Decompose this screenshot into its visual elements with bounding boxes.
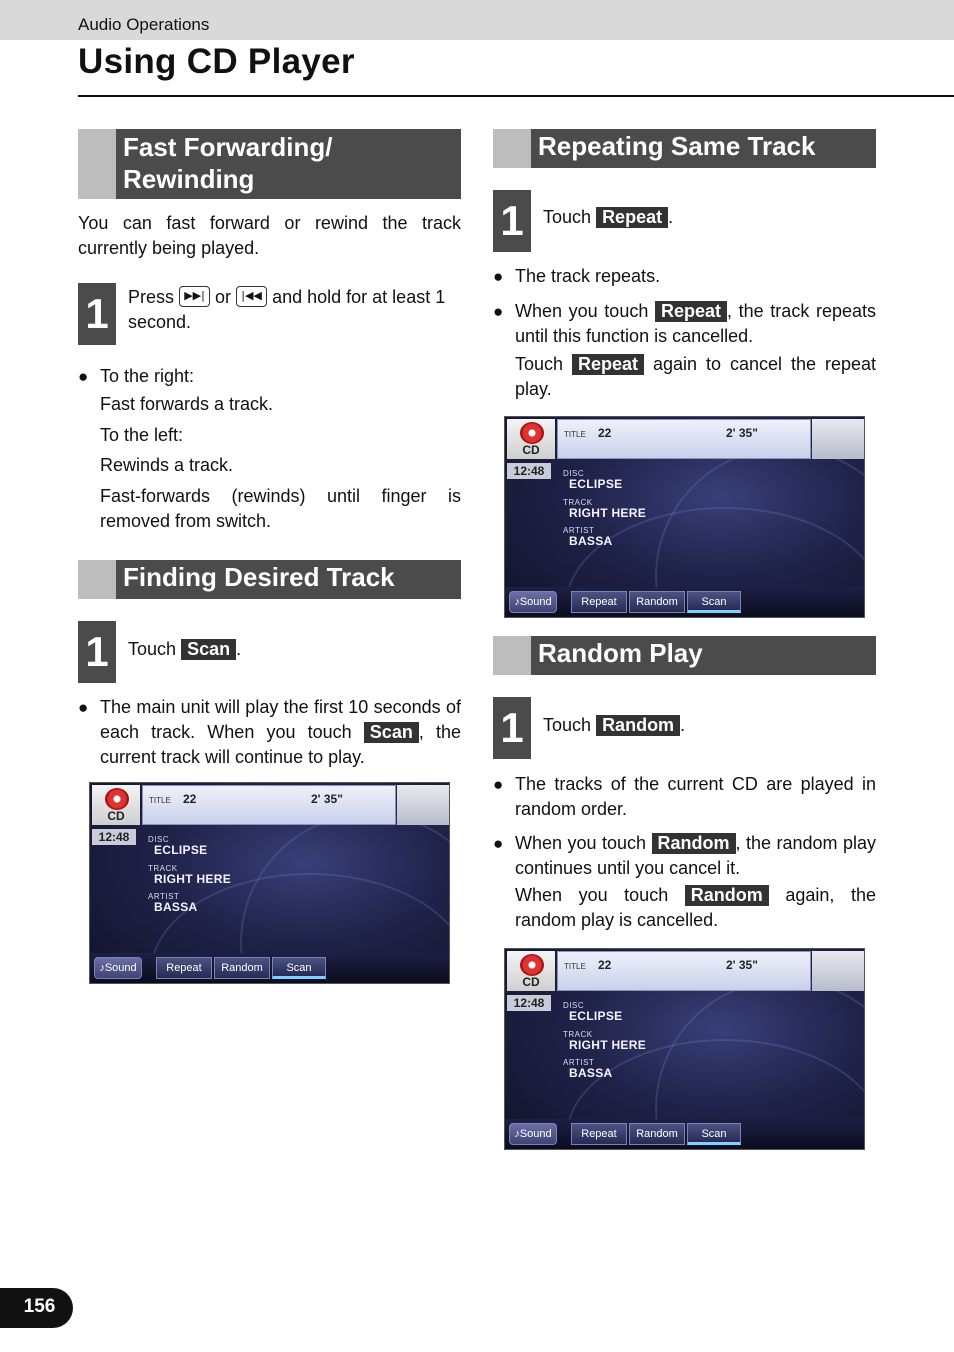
ff-hold-note: Fast-forwards (rewinds) until finger is removed from switch. — [100, 486, 461, 531]
ff-intro: You can fast forward or rewind the track currently being played. — [78, 213, 461, 258]
scan-button-label: Scan — [181, 639, 236, 660]
page-number: 156 — [0, 1288, 73, 1328]
section-heading-fast-forward — [78, 129, 461, 199]
repeat-button-label: Repeat — [596, 207, 668, 228]
cd-source-badge: CD — [507, 419, 555, 459]
repeat-step-text: Touch Repeat . — [543, 207, 674, 227]
repeat-bullet-1: The track repeats. — [515, 266, 661, 286]
skip-forward-icon: ▶▶| — [179, 286, 210, 307]
bullet-icon — [493, 264, 501, 289]
ff-right-label: To the right: — [100, 366, 195, 386]
random-button[interactable]: Random — [214, 957, 270, 979]
cd-disc-icon — [520, 422, 544, 444]
ff-left-label: To the left: — [100, 425, 184, 445]
head-unit-screenshot: CD TITLE 22 2' 35" 12:48 DISC ECLIPSE TRACK RIGHT HERE ARTIST BASSA ♪Sound Repeat Random Scan — [504, 948, 865, 1150]
ff-right-desc: Fast forwards a track. — [100, 394, 274, 414]
sound-button[interactable]: ♪Sound — [509, 591, 557, 613]
cd-source-badge: CD — [92, 785, 140, 825]
step-number: 1 — [493, 697, 531, 759]
cd-source-badge: CD — [507, 951, 555, 991]
random-button-label: Random — [596, 715, 680, 736]
random-button[interactable]: Random — [629, 591, 685, 613]
scan-button[interactable]: Scan — [272, 957, 326, 979]
random-step-text: Touch Random . — [543, 715, 686, 735]
title-rule — [78, 95, 954, 97]
step-number: 1 — [78, 621, 116, 683]
bullet-icon — [493, 299, 501, 324]
repeat-button[interactable]: Repeat — [156, 957, 212, 979]
bullet-icon — [78, 364, 86, 389]
scan-button[interactable]: Scan — [687, 1123, 741, 1145]
bullet-icon — [78, 695, 86, 720]
title-bar: TITLE 22 2' 35" — [142, 785, 396, 825]
sound-button[interactable]: ♪Sound — [509, 1123, 557, 1145]
sound-button[interactable]: ♪Sound — [94, 957, 142, 979]
heading-repeat: Repeating Same Track — [538, 131, 816, 161]
clock: 12:48 — [507, 995, 551, 1011]
random-button[interactable]: Random — [629, 1123, 685, 1145]
section-heading-random — [493, 636, 876, 675]
scan-button[interactable]: Scan — [687, 591, 741, 613]
repeat-button[interactable]: Repeat — [571, 591, 627, 613]
cd-disc-icon — [105, 788, 129, 810]
clock: 12:48 — [92, 829, 136, 845]
title-bar: TITLE 22 2' 35" — [557, 419, 811, 459]
ff-left-desc: Rewinds a track. — [100, 455, 234, 475]
top-band — [0, 0, 954, 40]
head-unit-screenshot: CD TITLE 22 2' 35" 12:48 DISC ECLIPSE TRACK RIGHT HERE ARTIST BASSA ♪Sound Repeat Random Scan — [89, 782, 450, 984]
section-label: Audio Operations — [78, 15, 210, 34]
clock: 12:48 — [507, 463, 551, 479]
repeat-cancel: Touch Repeat again to cancel the repeat play. — [515, 354, 876, 399]
random-cancel: When you touch Random again, the random play is cancelled. — [515, 885, 876, 930]
scan-bullet: The main unit will play the first 10 seconds of each track. When you touch Scan , the current track will continue to play. — [100, 697, 461, 767]
step-number: 1 — [493, 190, 531, 252]
bullet-icon — [493, 772, 501, 797]
heading-line-2: Rewinding — [123, 164, 255, 194]
random-bullet-2: When you touch Random , the random play continues until you cancel it. — [515, 833, 877, 878]
cd-disc-icon — [520, 954, 544, 976]
ff-step-text: Press ▶▶| or |◀◀ and hold for at least 1 second. — [128, 287, 446, 332]
page-title: Using CD Player — [78, 42, 355, 81]
bullet-icon — [493, 831, 501, 856]
scan-step-text: Touch Scan . — [128, 639, 242, 659]
skip-back-icon: |◀◀ — [236, 286, 267, 307]
section-heading-repeat — [493, 129, 876, 168]
repeat-button[interactable]: Repeat — [571, 1123, 627, 1145]
title-bar: TITLE 22 2' 35" — [557, 951, 811, 991]
heading-line-1: Fast Forwarding/ — [123, 132, 333, 162]
heading-random: Random Play — [538, 638, 703, 668]
head-unit-screenshot: CD TITLE 22 2' 35" 12:48 DISC ECLIPSE TRACK RIGHT HERE ARTIST BASSA ♪Sound Repeat Random Scan — [504, 416, 865, 618]
repeat-bullet-2: When you touch Repeat , the track repeats until this function is cancelled. — [515, 301, 876, 346]
heading-scan: Finding Desired Track — [123, 562, 395, 592]
section-heading-scan — [78, 560, 461, 599]
step-number: 1 — [78, 283, 116, 345]
random-bullet-1: The tracks of the current CD are played in random order. — [515, 774, 876, 819]
